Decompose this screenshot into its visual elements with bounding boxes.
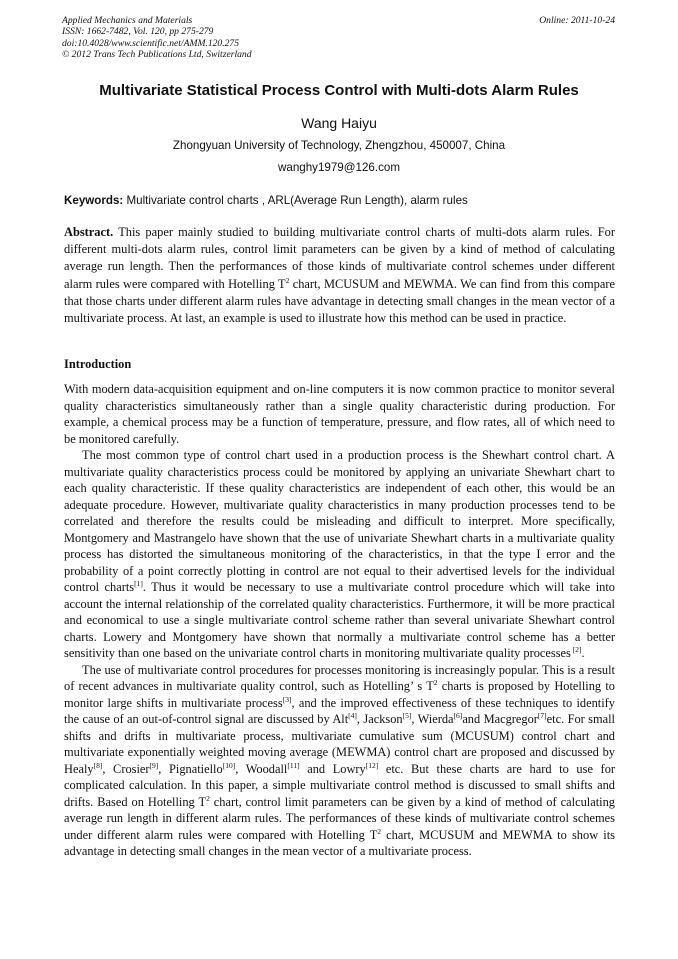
paragraph-text: , Crosier: [102, 761, 150, 776]
paragraph-text: .: [581, 646, 585, 660]
citation: [3]: [282, 694, 292, 704]
citation: [9]: [149, 760, 159, 770]
paragraph-text: chart, control limit parameters can be given by a kind of method of calculating average run length in different alarm rules. The performances of these kinds of multivariate control schemes under different alarm rules were compared with Hotelling T: [64, 794, 615, 842]
author-affiliation: Zhongyuan University of Technology, Zhengzhou, 450007, China: [172, 139, 506, 152]
paragraph-text: charts is proposed by Hotelling to monitor large shifts in multivariate process: [64, 679, 615, 710]
paragraph-text: . Thus it would be necessary to use a multivariate control procedure which will take into account the internal relationship of the correlated quality characteristics. Furthermore, it will be more practical and economical to use a single multivariate control scheme rather than several univariate Shewhart control charts. Lowery and Montgomery have shown that normally a multivariate control scheme has a better sensitivity than one based on the univariate control charts in monitoring multivariate quality processes: [64, 580, 615, 660]
intro-paragraph-2: [64, 447, 615, 662]
paragraph-text: The use of multivariate control procedures for processes monitoring is increasingly popular. This is a result of recent advances in multivariate quality control, such as Hotelling’ s T: [64, 662, 615, 693]
keywords-label: Keywords:: [64, 194, 124, 207]
citation: [1]: [134, 579, 143, 588]
abstract-label: Abstract.: [64, 225, 114, 239]
paper-title: Multivariate Statistical Process Control with Multi-dots Alarm Rules: [99, 82, 579, 99]
citation: [7]: [537, 711, 547, 720]
paragraph-text: and Macgregor: [462, 712, 538, 726]
citation: [10]: [222, 760, 236, 770]
intro-paragraph-3: [64, 662, 615, 860]
abstract: [64, 224, 615, 327]
paragraph-text: etc. But these charts are hard to use for complicated calculation. In this paper, a simple multivariate control method is discussed to small shifts and drifts. Based on Hotelling T: [64, 761, 616, 809]
issn-line: ISSN: 1662-7482, Vol. 120, pp 275-279: [62, 26, 214, 38]
copyright-line: © 2012 Trans Tech Publications Ltd, Switzerland: [62, 48, 252, 60]
paragraph-text: The most common type of control chart used in a production process is the Shewhart control chart. A multivariate quality characteristics process could be monitored by applying an univariate Shewhart chart to each quality characteristic. If these quality characteristics are independent of each other, this would be an adequate procedure. However, multivariate quality characteristics in many production processes tend to be correlated and therefore the results could be misleading and difficult to interpret. More specifically, Montgomery and Mastrangelo have shown that the use of univariate Shewhart charts in a multivariate quality process has distorted the simultaneous monitoring of the characteristics, in that the type I error and the probability of a point correctly plotting in control are not equal to their advertised levels for the individual control charts: [64, 448, 615, 594]
superscript: 2: [285, 275, 290, 285]
citation: [6]: [453, 711, 463, 720]
superscript: 2: [433, 678, 438, 687]
citation: [11]: [287, 760, 300, 770]
section-heading-introduction: Introduction: [64, 357, 132, 371]
introduction-body: [64, 381, 615, 860]
journal-name: Applied Mechanics and Materials: [62, 15, 193, 26]
keywords: [64, 194, 616, 207]
citation: [12]: [365, 760, 379, 770]
journal-header: [62, 15, 615, 60]
citation: [5]: [402, 711, 412, 720]
paragraph-text: , Woodall: [235, 761, 288, 776]
paragraph-text: chart, MCUSUM and MEWMA to show its advantage in detecting small changes in the mean vector of a multivariate process.: [64, 827, 615, 858]
author-email: wanghy1979@126.com: [278, 161, 400, 174]
superscript: 2: [377, 826, 382, 836]
abstract-text: chart, MCUSUM and MEWMA. We can find from this compare that those charts under different alarm rules have advantage in detecting small changes in the mean vector of a multivariate process. At last, an example is used to illustrate how this method can be used in practice.: [64, 276, 615, 326]
author-name: Wang Haiyu: [301, 115, 377, 131]
citation: [8]: [93, 760, 103, 770]
paragraph-text: , and the improved effectiveness of these techniques to identify the cause of an out-of-control signal are discussed by Alt: [64, 695, 615, 726]
paragraph-text: , Jackson: [356, 712, 403, 726]
intro-paragraph-1: With modern data-acquisition equipment and on-line computers it is now common practice to monitor several quality characteristics simultaneously rather than a single quality characteristic during production. For example, a chemical process may be a function of temperature, pressure, and flow rates, all of which need to be monitored carefully.: [64, 382, 615, 446]
paragraph-text: and Lowry: [299, 761, 366, 776]
superscript: 2: [206, 793, 210, 803]
online-date: Online: 2011-10-24: [539, 15, 615, 26]
paragraph-text: , Pignatiello: [158, 761, 223, 776]
keywords-text: Multivariate control charts , ARL(Average Run Length), alarm rules: [123, 194, 468, 207]
doi-line: doi:10.4028/www.scientific.net/AMM.120.275: [62, 37, 240, 49]
citation: [2]: [570, 645, 582, 654]
paragraph-text: etc. For small shifts and drifts in multivariate process, multivariate cumulative sum (MCUSUM) control chart and multivariate exponentially weighted moving average (MEWMA) control chart are proposed and discussed by Healy: [64, 712, 615, 776]
paragraph-text: , Wierda: [411, 712, 454, 726]
abstract-text: This paper mainly studied to building multivariate control charts of multi-dots alarm rules. For different multi-dots alarm rules, control limit parameters can be given by a kind of method of calculating average run length. Then the performances of those kinds of multivariate control schemes under different alarm rules were compared with Hotelling T: [64, 225, 615, 291]
citation: [4]: [348, 711, 357, 720]
